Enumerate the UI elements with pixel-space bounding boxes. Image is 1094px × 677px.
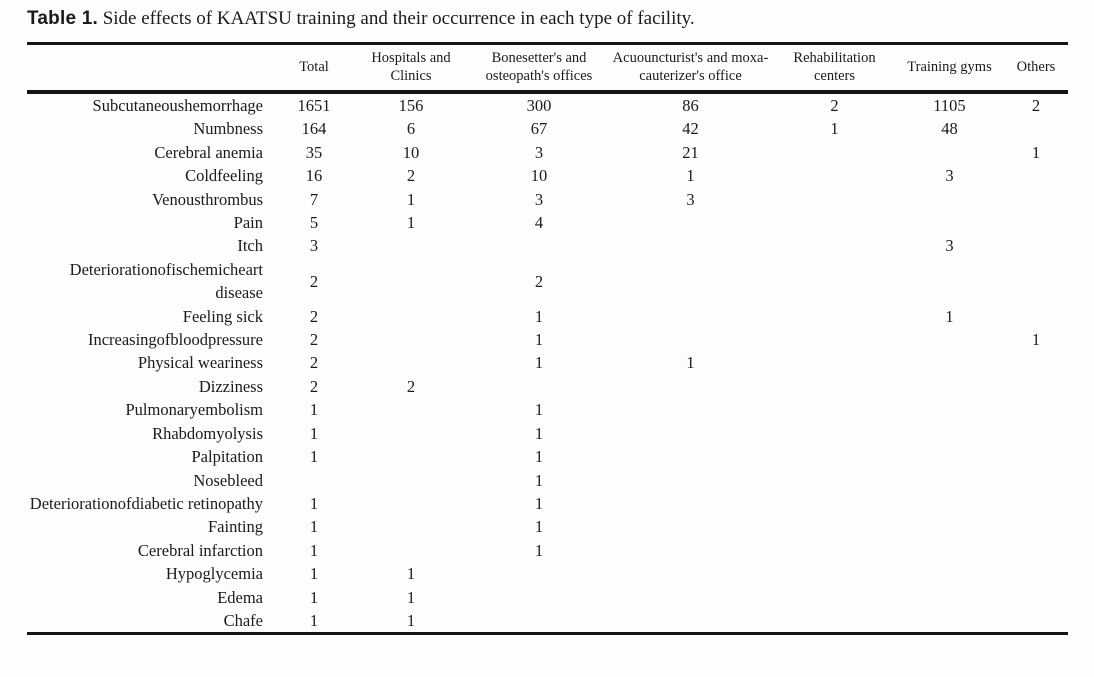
cell-hypoglycemia-bonesetter-s-and-osteopath-s-offices [471,562,607,585]
cell-pulmonaryembolism-training-gyms [895,398,1004,421]
cell-palpitation-bonesetter-s-and-osteopath-s-offices: 1 [534,447,544,467]
cell-subcutaneoushemorrhage-rehabilitation-centers: 2 [830,96,839,115]
cell-deteriorationofdiabetic-retinopathy-rehabilitation-centers [774,492,895,515]
cell-chafe-bonesetter-s-and-osteopath-s-offices [471,609,607,634]
cell-dizziness-acuouncturist-s-and-moxa-cauterizer-s-office [607,375,774,398]
cell-pulmonaryembolism-others [1004,398,1068,421]
table-row-cerebral-infarction [27,539,1068,562]
cell-edema-hospitals-and-clinics: 1 [406,587,416,607]
cell-itch-total: 3 [309,236,319,256]
cell-increasingofbloodpressure-total: 2 [309,330,319,350]
cell-subcutaneoushemorrhage-total: 1651 [297,96,331,115]
cell-feeling-sick-bonesetter-s-and-osteopath-s-offices: 1 [534,306,544,326]
cell-deteriorationofischemicheart-disease-training-gyms [895,258,1004,305]
table-row-cerebral-anemia [27,141,1068,164]
cell-cerebral-infarction-training-gyms [895,539,1004,562]
cell-cerebral-infarction-hospitals-and-clinics [351,539,471,562]
row-label: Edema [217,587,263,607]
cell-pulmonaryembolism-hospitals-and-clinics [351,398,471,421]
cell-dizziness-others [1004,375,1068,398]
cell-edema-training-gyms [895,586,1004,609]
cell-deteriorationofdiabetic-retinopathy-hospitals-and-clinics [351,492,471,515]
cell-pain-total: 5 [309,213,319,233]
cell-rhabdomyolysis-bonesetter-s-and-osteopath-s-offices: 1 [534,423,544,443]
cell-chafe-total: 1 [309,610,319,630]
cell-nosebleed-others [1004,469,1068,492]
cell-coldfeeling-others [1004,164,1068,187]
cell-dizziness-rehabilitation-centers [774,375,895,398]
cell-palpitation-hospitals-and-clinics [351,445,471,468]
cell-numbness-total: 164 [301,119,327,139]
cell-hypoglycemia-training-gyms [895,562,1004,585]
cell-rhabdomyolysis-training-gyms [895,422,1004,445]
cell-edema-others [1004,586,1068,609]
cell-physical-weariness-others [1004,351,1068,374]
cell-venousthrombus-training-gyms [895,188,1004,211]
side-effects-table [27,42,1068,635]
row-label: Coldfeeling [185,166,263,186]
row-label: Pulmonaryembolism [125,400,263,420]
cell-fainting-bonesetter-s-and-osteopath-s-offices: 1 [534,517,544,537]
row-label: Physical weariness [137,353,263,373]
row-label: Rhabdomyolysis [152,423,263,443]
cell-deteriorationofischemicheart-disease-total: 2 [309,271,319,291]
cell-chafe-acuouncturist-s-and-moxa-cauterizer-s-office [607,609,774,634]
table-row-physical-weariness [27,351,1068,374]
row-label: Chafe [223,610,263,630]
cell-pain-training-gyms [895,211,1004,234]
row-label: Increasingofbloodpressure [87,330,263,350]
cell-nosebleed-rehabilitation-centers [774,469,895,492]
cell-pulmonaryembolism-acuouncturist-s-and-moxa-cauterizer-s-office [607,398,774,421]
cell-pain-bonesetter-s-and-osteopath-s-offices: 4 [534,213,544,233]
cell-nosebleed-bonesetter-s-and-osteopath-s-offices: 1 [534,470,544,490]
cell-increasingofbloodpressure-rehabilitation-centers [774,328,895,351]
table-row-numbness [27,117,1068,140]
column-header-acuouncturist-s-and-moxa-cauterizer-s-office: Acuouncturist's and moxa-cauterizer's office [607,44,774,93]
cell-deteriorationofischemicheart-disease-bonesetter-s-and-osteopath-s-offices: 2 [534,271,544,291]
cell-numbness-hospitals-and-clinics: 6 [406,119,416,139]
cell-numbness-training-gyms: 48 [941,119,958,139]
table-header-row [27,44,1068,93]
cell-itch-bonesetter-s-and-osteopath-s-offices [471,234,607,257]
cell-rhabdomyolysis-hospitals-and-clinics [351,422,471,445]
cell-venousthrombus-acuouncturist-s-and-moxa-cauterizer-s-office: 3 [686,189,695,209]
table-row-dizziness [27,375,1068,398]
cell-chafe-others [1004,609,1068,634]
cell-coldfeeling-total: 16 [305,166,323,186]
cell-numbness-others [1004,117,1068,140]
cell-feeling-sick-hospitals-and-clinics [351,305,471,328]
cell-fainting-training-gyms [895,515,1004,538]
cell-palpitation-total: 1 [309,447,319,467]
cell-cerebral-anemia-others: 1 [1031,142,1041,162]
cell-cerebral-anemia-rehabilitation-centers [774,141,895,164]
cell-palpitation-others [1004,445,1068,468]
cell-deteriorationofdiabetic-retinopathy-total: 1 [309,493,319,513]
cell-deteriorationofischemicheart-disease-others [1004,258,1068,305]
row-label: Cerebral anemia [154,142,263,162]
row-label: Pain [233,213,263,233]
column-header-total: Total [277,44,351,93]
table-row-fainting [27,515,1068,538]
cell-edema-acuouncturist-s-and-moxa-cauterizer-s-office [607,586,774,609]
table-row-itch [27,234,1068,257]
cell-cerebral-infarction-acuouncturist-s-and-moxa-cauterizer-s-office [607,539,774,562]
cell-pain-others [1004,211,1068,234]
cell-physical-weariness-training-gyms [895,351,1004,374]
cell-dizziness-training-gyms [895,375,1004,398]
cell-rhabdomyolysis-acuouncturist-s-and-moxa-cauterizer-s-office [607,422,774,445]
cell-fainting-acuouncturist-s-and-moxa-cauterizer-s-office [607,515,774,538]
row-label: Venousthrombus [152,189,263,209]
cell-hypoglycemia-rehabilitation-centers [774,562,895,585]
row-label: Numbness [193,119,263,139]
cell-cerebral-anemia-hospitals-and-clinics: 10 [402,142,420,162]
cell-itch-others [1004,234,1068,257]
table-row-nosebleed [27,469,1068,492]
cell-increasingofbloodpressure-hospitals-and-clinics [351,328,471,351]
cell-chafe-training-gyms [895,609,1004,634]
cell-physical-weariness-bonesetter-s-and-osteopath-s-offices: 1 [534,353,544,373]
cell-pain-hospitals-and-clinics: 1 [406,213,416,233]
cell-coldfeeling-bonesetter-s-and-osteopath-s-offices: 10 [530,166,548,186]
table-row-hypoglycemia [27,562,1068,585]
cell-itch-acuouncturist-s-and-moxa-cauterizer-s-office [607,234,774,257]
table-row-increasingofbloodpressure [27,328,1068,351]
table-row-palpitation [27,445,1068,468]
row-label: Hypoglycemia [165,564,263,584]
table-caption [27,7,695,31]
cell-itch-hospitals-and-clinics [351,234,471,257]
cell-pain-acuouncturist-s-and-moxa-cauterizer-s-office [607,211,774,234]
cell-edema-rehabilitation-centers [774,586,895,609]
cell-dizziness-hospitals-and-clinics: 2 [406,376,416,396]
cell-cerebral-infarction-total: 1 [309,540,319,560]
cell-venousthrombus-bonesetter-s-and-osteopath-s-offices: 3 [534,189,544,209]
row-label: Dizziness [198,376,263,396]
cell-feeling-sick-rehabilitation-centers [774,305,895,328]
table-row-deteriorationofischemicheart-disease [27,258,1068,305]
cell-rhabdomyolysis-others [1004,422,1068,445]
table-header [27,44,1068,93]
cell-physical-weariness-total: 2 [309,353,319,373]
cell-pulmonaryembolism-total: 1 [309,400,319,420]
cell-hypoglycemia-hospitals-and-clinics: 1 [406,564,416,584]
cell-fainting-others [1004,515,1068,538]
cell-nosebleed-total [277,469,351,492]
cell-subcutaneoushemorrhage-training-gyms: 1105 [933,96,966,115]
cell-subcutaneoushemorrhage-others: 2 [1031,96,1041,115]
cell-cerebral-anemia-training-gyms [895,141,1004,164]
cell-deteriorationofischemicheart-disease-hospitals-and-clinics [351,258,471,305]
cell-palpitation-training-gyms [895,445,1004,468]
cell-itch-training-gyms: 3 [945,236,954,256]
cell-dizziness-total: 2 [309,376,319,396]
cell-increasingofbloodpressure-others: 1 [1031,330,1041,350]
cell-palpitation-rehabilitation-centers [774,445,895,468]
row-label: Palpitation [191,447,263,467]
cell-pulmonaryembolism-rehabilitation-centers [774,398,895,421]
cell-cerebral-anemia-total: 35 [305,142,323,162]
cell-increasingofbloodpressure-acuouncturist-s-and-moxa-cauterizer-s-office [607,328,774,351]
table-body [27,92,1068,634]
cell-pulmonaryembolism-bonesetter-s-and-osteopath-s-offices: 1 [534,400,544,420]
cell-numbness-acuouncturist-s-and-moxa-cauterizer-s-office: 42 [682,119,699,139]
cell-deteriorationofdiabetic-retinopathy-bonesetter-s-and-osteopath-s-offices: 1 [534,493,544,513]
table-row-deteriorationofdiabetic-retinopathy [27,492,1068,515]
cell-coldfeeling-acuouncturist-s-and-moxa-cauterizer-s-office: 1 [686,166,695,186]
cell-subcutaneoushemorrhage-hospitals-and-clinics: 156 [398,96,424,115]
cell-nosebleed-acuouncturist-s-and-moxa-cauterizer-s-office [607,469,774,492]
cell-increasingofbloodpressure-training-gyms [895,328,1004,351]
table-row-edema [27,586,1068,609]
cell-palpitation-acuouncturist-s-and-moxa-cauterizer-s-office [607,445,774,468]
cell-venousthrombus-rehabilitation-centers [774,188,895,211]
cell-rhabdomyolysis-total: 1 [309,423,319,443]
cell-itch-rehabilitation-centers [774,234,895,257]
row-label: Deteriorationofischemicheart disease [69,259,263,303]
cell-deteriorationofdiabetic-retinopathy-training-gyms [895,492,1004,515]
cell-cerebral-anemia-acuouncturist-s-and-moxa-cauterizer-s-office: 21 [682,142,699,162]
cell-physical-weariness-rehabilitation-centers [774,351,895,374]
table-row-coldfeeling [27,164,1068,187]
cell-coldfeeling-training-gyms: 3 [945,166,954,186]
cell-numbness-bonesetter-s-and-osteopath-s-offices: 67 [530,119,548,139]
cell-deteriorationofdiabetic-retinopathy-others [1004,492,1068,515]
cell-chafe-rehabilitation-centers [774,609,895,634]
row-label: Fainting [207,517,263,537]
cell-venousthrombus-total: 7 [309,189,319,209]
cell-feeling-sick-acuouncturist-s-and-moxa-cauterizer-s-office [607,305,774,328]
cell-feeling-sick-total: 2 [309,306,319,326]
cell-deteriorationofdiabetic-retinopathy-acuouncturist-s-and-moxa-cauterizer-s-office [607,492,774,515]
cell-fainting-hospitals-and-clinics [351,515,471,538]
row-label: Nosebleed [193,470,263,490]
cell-deteriorationofischemicheart-disease-rehabilitation-centers [774,258,895,305]
table-caption-text: Side effects of KAATSU training and their occurrence in each type of facility. [102,8,695,29]
cell-coldfeeling-hospitals-and-clinics: 2 [406,166,416,186]
table-row-pulmonaryembolism [27,398,1068,421]
cell-pain-rehabilitation-centers [774,211,895,234]
column-header-others: Others [1004,44,1068,93]
cell-edema-bonesetter-s-and-osteopath-s-offices [471,586,607,609]
cell-subcutaneoushemorrhage-bonesetter-s-and-osteopath-s-offices: 300 [526,96,552,115]
cell-hypoglycemia-acuouncturist-s-and-moxa-cauterizer-s-office [607,562,774,585]
table-row-venousthrombus [27,188,1068,211]
row-label: Itch [237,236,263,256]
row-label: Cerebral infarction [137,540,263,560]
cell-hypoglycemia-total: 1 [309,564,319,584]
cell-cerebral-infarction-rehabilitation-centers [774,539,895,562]
table-row-rhabdomyolysis [27,422,1068,445]
cell-coldfeeling-rehabilitation-centers [774,164,895,187]
column-header-hospitals-and-clinics: Hospitals and Clinics [351,44,471,93]
cell-dizziness-bonesetter-s-and-osteopath-s-offices [471,375,607,398]
cell-hypoglycemia-others [1004,562,1068,585]
cell-physical-weariness-acuouncturist-s-and-moxa-cauterizer-s-office: 1 [686,353,695,373]
cell-rhabdomyolysis-rehabilitation-centers [774,422,895,445]
cell-nosebleed-hospitals-and-clinics [351,469,471,492]
cell-physical-weariness-hospitals-and-clinics [351,351,471,374]
cell-cerebral-infarction-bonesetter-s-and-osteopath-s-offices: 1 [534,540,544,560]
table-row-chafe [27,609,1068,634]
row-label: Deteriorationofdiabetic retinopathy [29,493,263,513]
column-header-rehabilitation-centers: Rehabilitation centers [774,44,895,93]
cell-fainting-rehabilitation-centers [774,515,895,538]
cell-chafe-hospitals-and-clinics: 1 [406,610,416,630]
cell-edema-total: 1 [309,587,319,607]
cell-subcutaneoushemorrhage-acuouncturist-s-and-moxa-cauterizer-s-office: 86 [682,96,699,115]
column-header-bonesetter-s-and-osteopath-s-offices: Bonesetter's and osteopath's offices [471,44,607,93]
row-label-column-header [27,44,277,93]
cell-deteriorationofischemicheart-disease-acuouncturist-s-and-moxa-cauterizer-s-office [607,258,774,305]
cell-venousthrombus-hospitals-and-clinics: 1 [406,189,416,209]
cell-feeling-sick-training-gyms: 1 [945,306,954,326]
cell-cerebral-infarction-others [1004,539,1068,562]
cell-feeling-sick-others [1004,305,1068,328]
table-row-feeling-sick [27,305,1068,328]
cell-numbness-rehabilitation-centers: 1 [830,119,839,139]
column-header-training-gyms: Training gyms [895,44,1004,93]
cell-increasingofbloodpressure-bonesetter-s-and-osteopath-s-offices: 1 [534,330,544,350]
table-row-subcutaneoushemorrhage [27,92,1068,117]
table-caption-number: Table 1. [27,8,98,29]
cell-venousthrombus-others [1004,188,1068,211]
cell-fainting-total: 1 [309,517,319,537]
row-label: Feeling sick [182,306,263,326]
table-row-pain [27,211,1068,234]
cell-nosebleed-training-gyms [895,469,1004,492]
cell-cerebral-anemia-bonesetter-s-and-osteopath-s-offices: 3 [534,142,544,162]
row-label: Subcutaneoushemorrhage [92,96,263,115]
